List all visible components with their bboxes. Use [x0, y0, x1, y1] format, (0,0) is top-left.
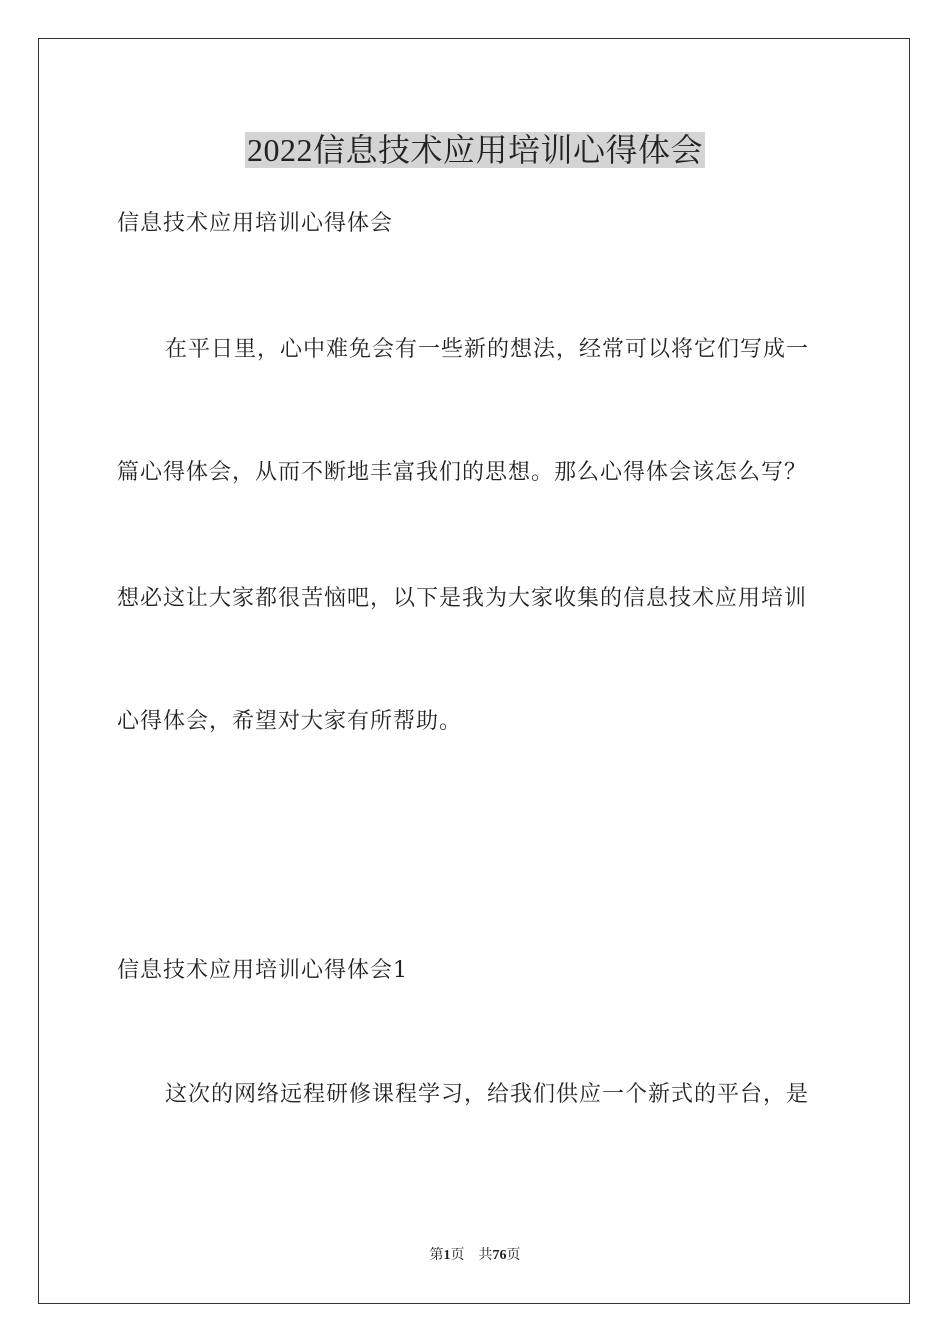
page-number: 1: [443, 1248, 451, 1263]
total-suffix: 页: [506, 1248, 521, 1263]
total-prefix: 共: [478, 1248, 493, 1263]
section-line-1: 这次的网络远程研修课程学习，给我们供应一个新式的平台，是: [165, 1082, 810, 1107]
section-heading: 信息技术应用培训心得体会1: [117, 958, 408, 983]
intro-line-4: 心得体会，希望对大家有所帮助。: [117, 709, 463, 734]
intro-line-2: 篇心得体会，从而不断地丰富我们的思想。那么心得体会该怎么写？: [117, 460, 808, 485]
intro-line-1: 在平日里，心中难免会有一些新的想法，经常可以将它们写成一: [165, 337, 810, 362]
document-subtitle: 信息技术应用培训心得体会: [117, 211, 394, 236]
document-title: [0, 128, 950, 172]
intro-line-3: 想必这让大家都很苦恼吧，以下是我为大家收集的信息技术应用培训: [117, 586, 808, 611]
page-footer: [0, 1246, 950, 1266]
page-suffix: 页: [450, 1248, 465, 1263]
page-prefix: 第: [429, 1248, 444, 1263]
total-pages: 76: [492, 1248, 507, 1263]
document-title-text: 2022信息技术应用培训心得体会: [246, 132, 703, 168]
